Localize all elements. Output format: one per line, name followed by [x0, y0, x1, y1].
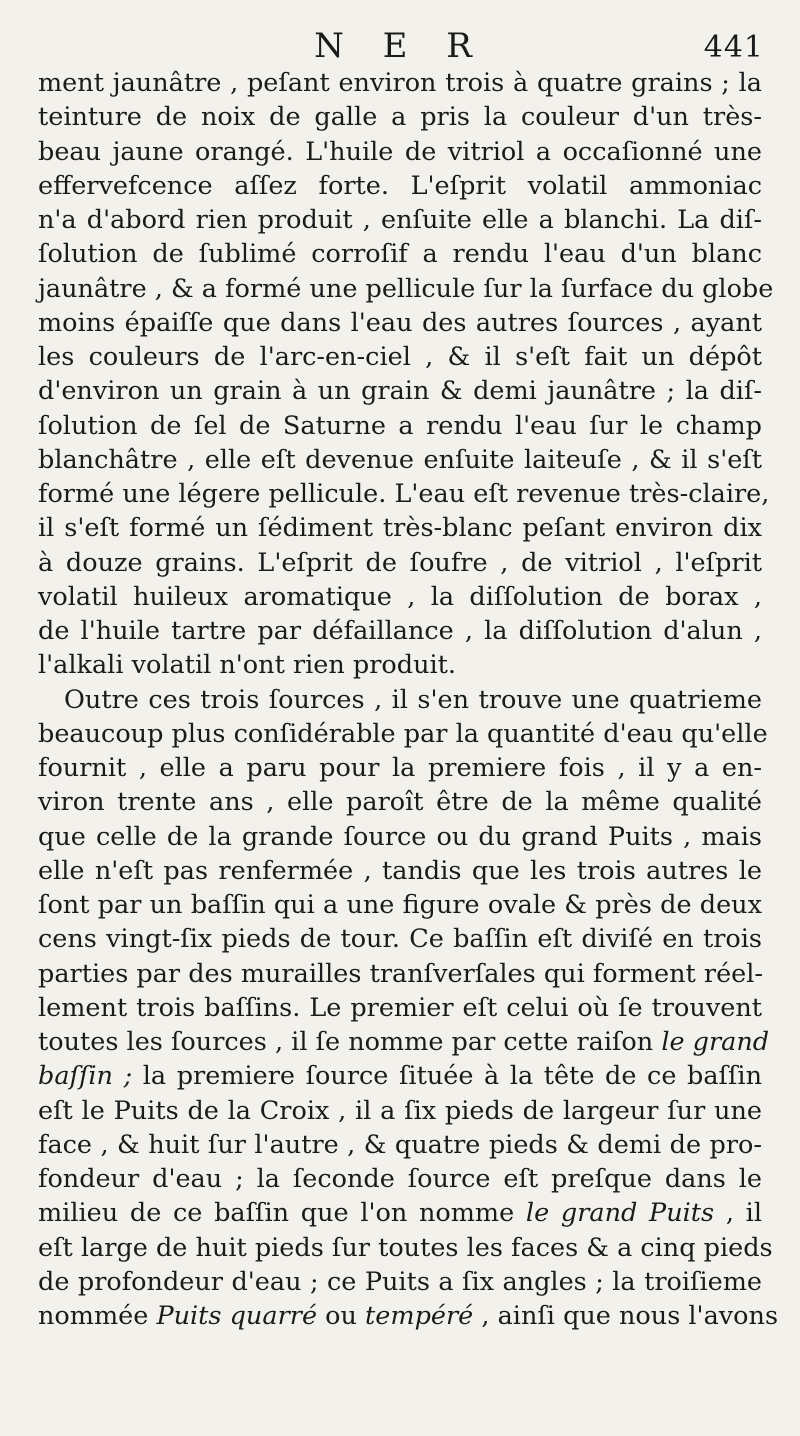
text-run: Outre ces trois ſources , il s'en trouve une quatrieme [64, 684, 762, 715]
text-line [38, 1059, 762, 1093]
text-run: teinture de noix de galle a pris la couleur d'un très- [38, 102, 762, 133]
text-line [38, 683, 762, 717]
text-line [38, 409, 762, 443]
text-line [38, 717, 768, 751]
text-run: de l'huile tartre par défaillance , la diſſolution d'alun , [38, 616, 762, 646]
text-run: la premiere ſource ſituée à la tête de ce baſſin [132, 1061, 762, 1092]
text-line [38, 991, 762, 1025]
text-line [38, 922, 762, 956]
text-run: ſolution de ſel de Saturne a rendu l'eau ſur le champ [38, 410, 762, 441]
text-line [38, 648, 762, 682]
text-run: lement trois baſſins. Le premier eſt celui où ſe trouvent [38, 992, 762, 1023]
text-line [38, 785, 762, 819]
text-run: les couleurs de l'arc-en-ciel , & il s'eſt fait un dépôt [38, 342, 762, 372]
text-run: fondeur d'eau ; la ſeconde ſource eſt preſque dans le [38, 1164, 762, 1194]
text-line [38, 1162, 762, 1196]
text-line [38, 614, 762, 648]
body-text [38, 66, 779, 1333]
page-number: 441 [703, 30, 764, 65]
text-run: ment jaunâtre , peſant environ trois à quatre grains ; la [38, 68, 762, 98]
text-run: moins épaiſſe que dans l'eau des autres ſources , ayant [38, 307, 762, 338]
running-head-title: N E R [314, 26, 486, 66]
text-run: que celle de la grande ſource ou du grand Puits , mais [38, 821, 762, 852]
text-line [38, 854, 762, 888]
text-line [38, 957, 762, 991]
text-run: eſt large de huit pieds ſur toutes les faces & a cinq pieds [38, 1232, 773, 1263]
text-run: beau jaune orangé. L'huile de vitriol a occaſionné une [38, 136, 762, 167]
text-line [38, 1128, 762, 1162]
text-line [38, 306, 762, 340]
italic-run: le grand [661, 1027, 770, 1057]
text-line [38, 1231, 773, 1265]
text-line [38, 1094, 762, 1128]
text-run: ou [317, 1301, 366, 1331]
text-run: elle n'eſt pas renfermée , tandis que les trois autres le [38, 855, 762, 886]
text-run: , il [714, 1198, 762, 1229]
text-run: beaucoup plus conſidérable par la quantité d'eau qu'elle [38, 718, 768, 749]
text-run: formé une légere pellicule. L'eau eſt revenue très-claire, [38, 479, 770, 509]
text-run: volatil huileux aromatique , la diſſolution de borax , [38, 581, 762, 612]
text-run: il s'eſt formé un ſédiment très-blanc peſant environ dix [38, 513, 762, 544]
text-run: jaunâtre , & a formé une pellicule ſur la ſurface du globe [38, 273, 774, 304]
text-line [38, 477, 770, 511]
text-line [38, 443, 762, 477]
text-run: eſt le Puits de la Croix , il a ſix pieds de largeur ſur une [38, 1095, 762, 1126]
text-run: de profondeur d'eau ; ce Puits a ſix angles ; la troiſieme [38, 1266, 762, 1297]
text-line [38, 272, 774, 306]
italic-run: baſſin ; [38, 1061, 133, 1092]
text-line [38, 1265, 762, 1299]
text-line [38, 340, 762, 374]
text-run: toutes les ſources , il ſe nomme par cette raiſon [38, 1027, 662, 1057]
text-run: effervefcence aſſez forte. L'eſprit volatil ammoniac [38, 170, 762, 201]
text-run: n'a d'abord rien produit , enſuite elle a blanchi. La diſ- [38, 205, 762, 235]
text-run: blanchâtre , elle eſt devenue enſuite laiteuſe , & il s'eſt [38, 444, 762, 475]
italic-run: tempéré [365, 1301, 474, 1331]
text-run: à douze grains. L'eſprit de ſoufre , de vitriol , l'eſprit [38, 547, 762, 578]
text-line [38, 580, 762, 614]
text-run: fournit , elle a paru pour la premiere fois , il y a en- [38, 753, 762, 783]
text-run: viron trente ans , elle paroît être de la même qualité [38, 787, 762, 818]
text-line [38, 169, 762, 203]
text-run: milieu de ce baſſin que l'on nomme [38, 1198, 526, 1229]
text-run: ſolution de ſublimé corroſif a rendu l'eau d'un blanc [38, 239, 762, 270]
text-line [38, 820, 762, 854]
text-line [38, 237, 762, 271]
text-line [38, 135, 762, 169]
text-line [38, 751, 762, 785]
text-run: d'environ un grain à un grain & demi jaunâtre ; la diſ- [38, 376, 762, 407]
italic-run: Puits quarré [156, 1301, 318, 1331]
text-run: , ainſi que nous l'avons [473, 1301, 779, 1331]
running-head [0, 26, 800, 66]
italic-run: le grand Puits [525, 1198, 715, 1229]
text-line [38, 1025, 770, 1059]
text-run: l'alkali volatil n'ont rien produit. [38, 650, 457, 681]
text-line [38, 66, 762, 100]
text-line [38, 203, 762, 237]
text-line [38, 888, 762, 922]
text-line [38, 511, 762, 545]
text-run: parties par des murailles tranſverſales qui forment réel- [38, 958, 764, 989]
text-run: nommée [38, 1301, 157, 1331]
text-line [38, 1299, 779, 1333]
text-line [38, 374, 762, 408]
text-run: face , & huit ſur l'autre , & quatre pieds & demi de pro- [38, 1129, 762, 1160]
text-run: cens vingt-ſix pieds de tour. Ce baſſin eſt diviſé en trois [38, 924, 762, 955]
text-line [38, 1196, 762, 1230]
text-line [38, 100, 762, 134]
text-line [38, 546, 762, 580]
text-run: ſont par un baſſin qui a une figure ovale & près de deux [38, 890, 762, 920]
